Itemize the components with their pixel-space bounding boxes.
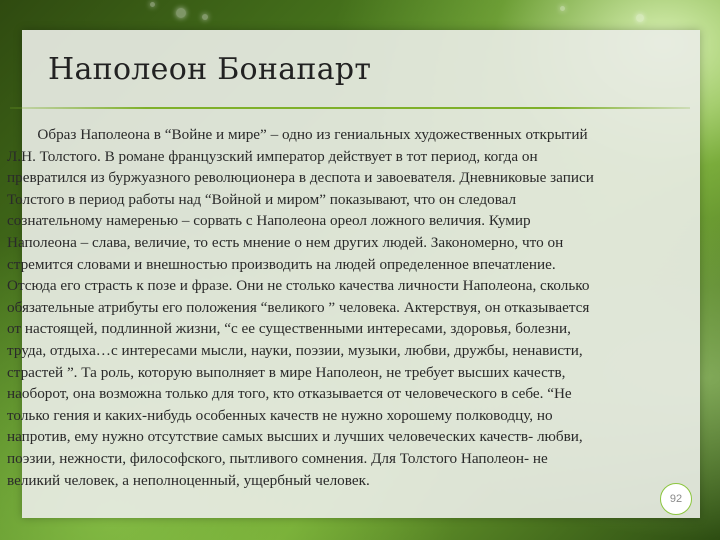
paragraph-line: стремится словами и внешностью производить на людей определенное впечатление. bbox=[7, 255, 556, 273]
bokeh-dot bbox=[176, 8, 186, 18]
paragraph-line: Отсюда его страсть к позе и фразе. Они не столько качества личности Наполеона, сколько bbox=[7, 277, 590, 295]
paragraph-line: от настоящей, подлинной жизни, “с ее существенными интересами, здоровья, болезни, bbox=[7, 320, 571, 338]
paragraph-line: поэзии, нежности, философского, пытливого сомнения. Для Толстого Наполеон- не bbox=[7, 449, 548, 467]
bokeh-dot bbox=[150, 2, 155, 7]
paragraph-line: страстей ”. Та роль, которую выполняет в мире Наполеон, не требует высших качеств, bbox=[7, 363, 566, 381]
paragraph-line: труда, отдыха…с интересами мысли, науки, поэзии, музыки, любви, дружбы, ненависти, bbox=[7, 341, 583, 359]
paragraph-line: наоборот, она возможна только для того, кто отказывается от человеческого в себе. “Не bbox=[7, 385, 572, 403]
paragraph-line: Л.Н. Толстого. В романе французский император действует в тот период, когда он bbox=[7, 147, 538, 165]
paragraph-line: Образ Наполеона в “Войне и мире” – одно из гениальных художественных открытий bbox=[7, 126, 588, 143]
bokeh-dot bbox=[560, 6, 565, 11]
slide-title: Наполеон Бонапарт bbox=[48, 52, 372, 87]
bokeh-dot bbox=[636, 14, 644, 22]
paragraph-line: только гения и каких-нибудь особенных качеств не нужно хорошему полководцу, но bbox=[7, 406, 553, 424]
paragraph-line: напротив, ему нужно отсутствие самых высших и лучших человеческих качеств- любви, bbox=[7, 428, 583, 446]
paragraph-line: великий человек, а неполноценный, ущербный человек. bbox=[7, 471, 370, 489]
paragraph-line: Наполеона – слава, величие, то есть мнение о нем других людей. Закономерно, что он bbox=[7, 233, 564, 251]
paragraph-line: сознательному намеренью – сорвать с Наполеона ореол ложного величия. Кумир bbox=[7, 212, 531, 230]
body-paragraph bbox=[7, 124, 713, 491]
bokeh-dot bbox=[202, 14, 208, 20]
paragraph-line: обязательные атрибуты его положения “великого ” человека. Актерствуя, он отказывается bbox=[7, 298, 590, 316]
paragraph-line: Толстого в период работы над “Войной и миром” показывают, что он следовал bbox=[7, 190, 517, 208]
paragraph-line: превратился из буржуазного революционера в деспота и завоевателя. Дневниковые записи bbox=[7, 169, 594, 187]
page-number-badge: 92 bbox=[660, 483, 692, 515]
title-divider bbox=[10, 107, 690, 109]
